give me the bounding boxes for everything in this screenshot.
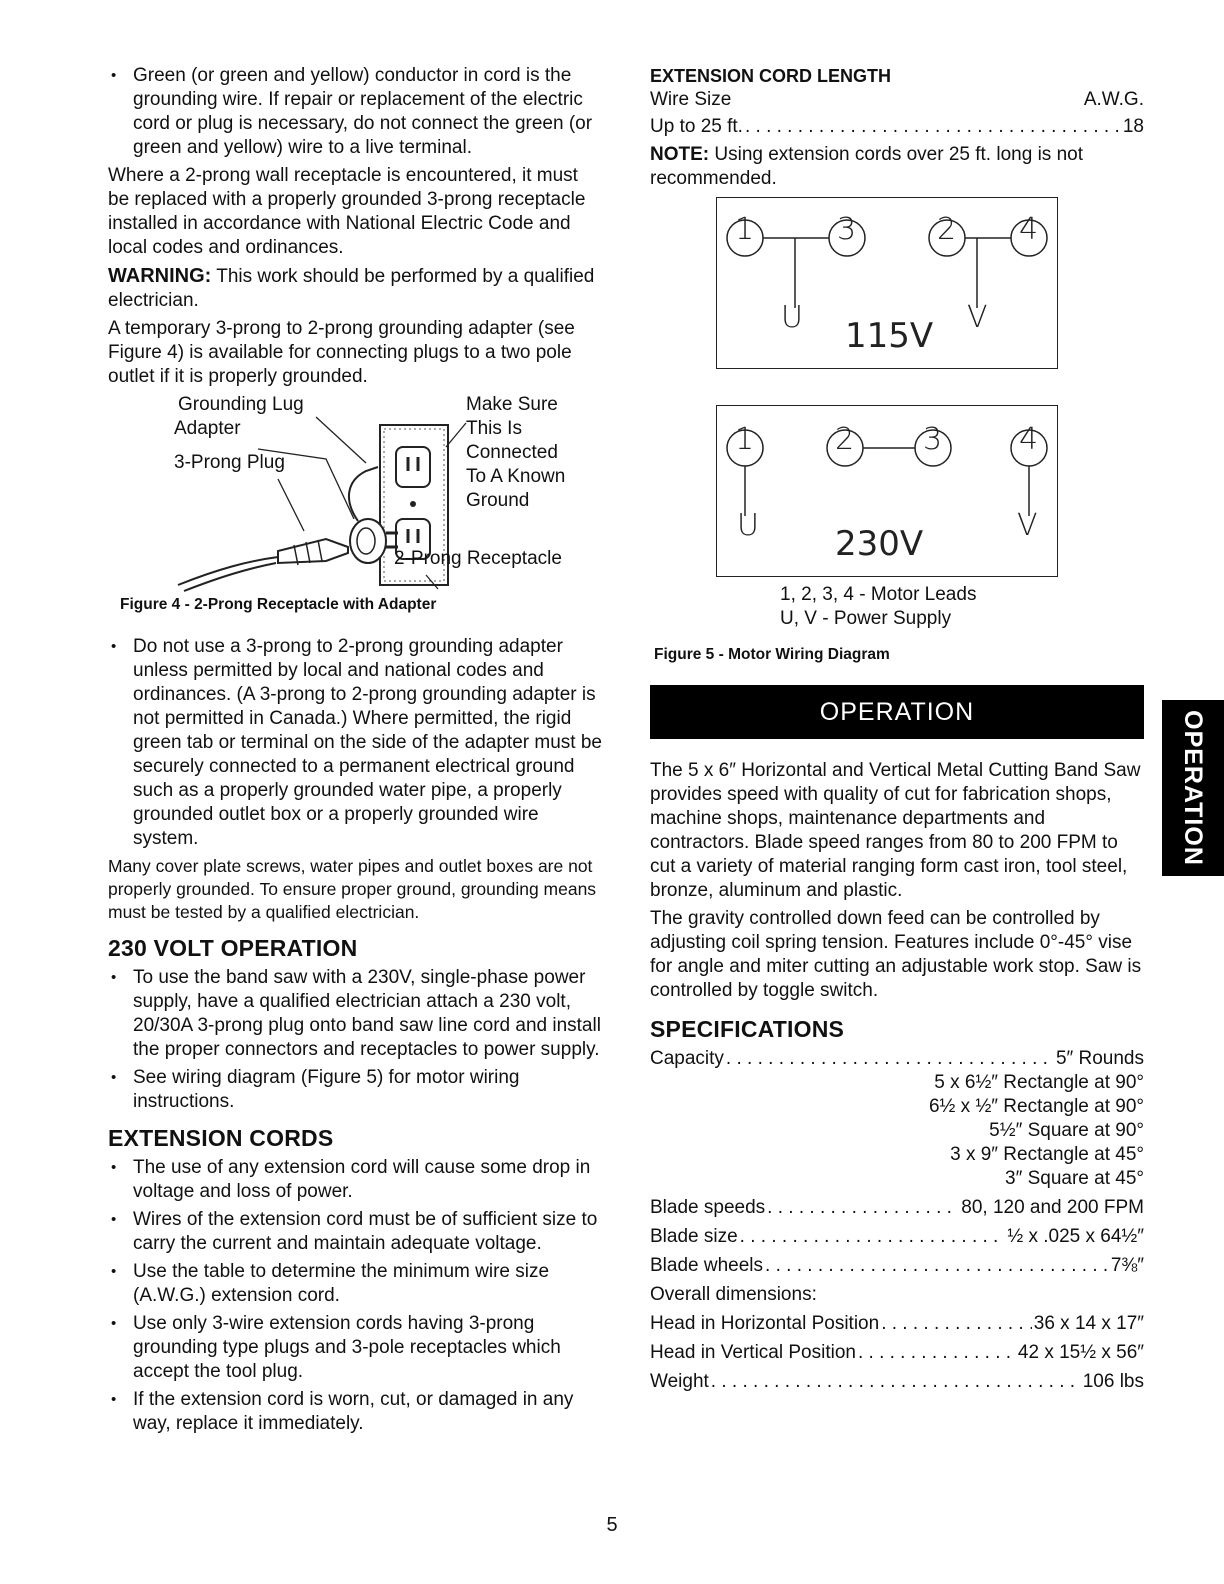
- spec-label: Blade size: [650, 1226, 738, 1247]
- spec-label: Blade speeds: [650, 1197, 766, 1218]
- diagram-legend: [780, 583, 1144, 631]
- spec-value: 6½ x ½″ Rectangle at 90°: [928, 1096, 1144, 1117]
- label-adapter: Adapter: [174, 418, 241, 439]
- spec-label: Capacity: [650, 1048, 724, 1069]
- list-item: • Use only 3-wire extension cords having 3-prong grounding type plugs and 3-pole receptacles which accept the tool plug.: [108, 1312, 604, 1384]
- spec-head-horizontal-row: [650, 1312, 1144, 1336]
- operation-paragraph-1: The 5 x 6″ Horizontal and Vertical Metal Cutting Band Saw provides speed with quality of cut for fabrication shops, machine shops, maintenance departments and contractors. Blade speed ranges from 80 to 200 FPM to cut a variety of material ranging form cast iron, tool steel, bronze, aluminum and plastic.: [650, 760, 1141, 901]
- heading-230-volt: 230 VOLT OPERATION: [108, 935, 358, 961]
- spec-value: 42 x 15½ x 56″: [1017, 1342, 1144, 1363]
- list-item: • Wires of the extension cord must be of sufficient size to carry the current and maintain adequate voltage.: [108, 1208, 604, 1256]
- grounding-lug-wire: [349, 467, 378, 521]
- label-known: To A Known: [466, 466, 566, 487]
- wiring-diagram-115v: [716, 197, 1058, 369]
- legend-motor-leads: 1, 2, 3, 4 - Motor Leads: [780, 584, 977, 605]
- up-to-25-row: [650, 115, 1144, 139]
- warning-text: This work should be performed by a qualified electrician.: [108, 266, 595, 311]
- spec-value: 5″ Rounds: [1055, 1048, 1144, 1069]
- spec-value: 36 x 14 x 17″: [1033, 1313, 1144, 1334]
- list-item: • Use the table to determine the minimum wire size (A.W.G.) extension cord.: [108, 1260, 604, 1308]
- up-to-label: Up to 25 ft.: [650, 116, 743, 137]
- grounding-bullet-list: [108, 64, 604, 160]
- figure-5-caption: Figure 5 - Motor Wiring Diagram: [654, 646, 890, 663]
- spec-weight-row: [650, 1370, 1144, 1394]
- voltage-label: 230V: [835, 524, 924, 564]
- power-v-label: V: [967, 300, 988, 335]
- adapter: [350, 519, 386, 563]
- spec-value: 7⅜″: [1110, 1255, 1144, 1276]
- operation-side-tab: [1162, 700, 1224, 876]
- spec-value: 5 x 6½″ Rectangle at 90°: [934, 1072, 1144, 1093]
- note-text: Using extension cords over 25 ft. long is not recommended.: [650, 144, 1083, 189]
- list-item: • The use of any extension cord will cause some drop in voltage and loss of power.: [108, 1156, 604, 1204]
- spec-value: ½ x .025 x 64½″: [1007, 1226, 1144, 1247]
- power-u-label: U: [781, 300, 803, 335]
- up-to-value: 18: [1122, 116, 1144, 137]
- lead-number: 4: [1019, 422, 1039, 457]
- label-connected: Connected: [466, 442, 558, 463]
- left-column: [108, 64, 604, 1440]
- spec-head-vertical-row: [650, 1341, 1144, 1365]
- list-item: • Do not use a 3-prong to 2-prong grounding adapter unless permitted by local and national codes and ordinances. (A 3-prong to 2-prong grounding adapter is not permitted in Canada.) Where permitted, the rigid green tab or terminal on the side of the adapter must be securely connected to a permanent electrical ground such as a properly grounded water pipe, a properly grounded outlet box or a properly grounded wire system.: [108, 635, 604, 851]
- power-u-label: U: [737, 508, 759, 543]
- receptacle-paragraph: Where a 2-prong wall receptacle is encountered, it must be replaced with a properly grounded 3-prong receptacle installed in accordance with National Electric Code and local codes and ordinances.: [108, 165, 586, 258]
- lead-number: 1: [735, 422, 755, 457]
- voltage-label: 115V: [845, 316, 934, 356]
- label-this-is: This Is: [466, 418, 522, 439]
- wiring-diagram-230v: [716, 405, 1058, 577]
- power-cord: [178, 557, 278, 591]
- three-prong-plug: [278, 539, 348, 563]
- spec-label: Head in Vertical Position: [650, 1342, 856, 1363]
- lead-number: 3: [923, 422, 943, 457]
- note-paragraph: [650, 143, 1144, 191]
- spec-label: Head in Horizontal Position: [650, 1313, 880, 1334]
- adapter-paragraph: A temporary 3-prong to 2-prong grounding adapter (see Figure 4) is available for connecting plugs to a two pole outlet if it is properly grounded.: [108, 318, 575, 387]
- spec-value: 3 x 9″ Rectangle at 45°: [950, 1144, 1144, 1165]
- list-item: • To use the band saw with a 230V, single-phase power supply, have a qualified electrician attach a 230 volt, 20/30A 3-prong plug onto band saw line cord and install the proper connectors and receptacles to power supply.: [108, 966, 604, 1062]
- list-item: • Green (or green and yellow) conductor in cord is the grounding wire. If repair or replacement of the electric cord or plug is necessary, do not connect the green (or green and yellow) wire to a live terminal.: [108, 64, 604, 160]
- heading-extension-cords: EXTENSION CORDS: [108, 1125, 334, 1151]
- upper-outlet: [396, 447, 430, 487]
- label-ground: Ground: [466, 490, 530, 511]
- label-three-prong-plug: 3-Prong Plug: [174, 452, 285, 473]
- label-two-prong-receptacle: 2-Prong Receptacle: [394, 548, 562, 569]
- operation-banner: OPERATION: [650, 685, 1144, 739]
- lead-number: 2: [937, 212, 957, 247]
- spec-value: 5½″ Square at 90°: [989, 1120, 1144, 1141]
- note-label: NOTE:: [650, 144, 710, 165]
- 230-volt-bullet-list: [108, 966, 604, 1114]
- specifications-table: [650, 1047, 1144, 1394]
- spec-value: 3″ Square at 45°: [1005, 1168, 1144, 1189]
- operation-paragraph-2: The gravity controlled down feed can be controlled by adjusting coil spring tension. Features include 0°-45° vise for angle and miter cutting an adjustable work stop. Saw is controlled by toggle switch.: [650, 908, 1142, 1001]
- label-grounding-lug: Grounding Lug: [178, 394, 304, 415]
- spec-value: 106 lbs: [1082, 1371, 1144, 1392]
- warning-paragraph: [108, 264, 604, 313]
- spec-blade-size-row: [650, 1225, 1144, 1249]
- lead-number: 3: [837, 212, 857, 247]
- legend-power-supply: U, V - Power Supply: [780, 608, 952, 629]
- lead-number: 1: [735, 212, 755, 247]
- spec-blade-wheels-row: [650, 1254, 1144, 1278]
- right-column: [650, 64, 1144, 1399]
- lead-number: 2: [835, 422, 855, 457]
- spec-label: Weight: [650, 1371, 709, 1392]
- figure-4-caption: Figure 4 - 2-Prong Receptacle with Adapter: [120, 596, 437, 613]
- power-v-label: V: [1017, 508, 1038, 543]
- extension-cord-length-heading: EXTENSION CORD LENGTH: [650, 66, 892, 86]
- specifications-heading: SPECIFICATIONS: [650, 1016, 845, 1042]
- spec-blade-speeds-row: [650, 1196, 1144, 1220]
- spec-capacity-row: [650, 1047, 1144, 1071]
- awg-label: A.W.G.: [1083, 89, 1144, 110]
- list-item: • If the extension cord is worn, cut, or damaged in any way, replace it immediately.: [108, 1388, 604, 1436]
- wire-size-row: [650, 88, 1144, 112]
- label-make-sure: Make Sure: [466, 394, 558, 415]
- extension-bullet-list: [108, 1156, 604, 1436]
- spec-overall-label: Overall dimensions:: [650, 1284, 817, 1305]
- lead-number: 4: [1019, 212, 1039, 247]
- wire-size-label: Wire Size: [650, 89, 732, 110]
- cover-plate-paragraph: Many cover plate screws, water pipes and outlet boxes are not properly grounded. To ensure proper ground, grounding means must be tested by a qualified electrician.: [108, 856, 597, 922]
- adapter-bullet-list: [108, 635, 604, 851]
- figure-4: [108, 394, 604, 621]
- list-item: • See wiring diagram (Figure 5) for motor wiring instructions.: [108, 1066, 604, 1114]
- warning-label: WARNING:: [108, 265, 212, 287]
- spec-label: Blade wheels: [650, 1255, 764, 1276]
- spec-value: 80, 120 and 200 FPM: [961, 1197, 1144, 1218]
- page-number: 5: [606, 1514, 618, 1536]
- side-tab-label: OPERATION: [1179, 710, 1207, 866]
